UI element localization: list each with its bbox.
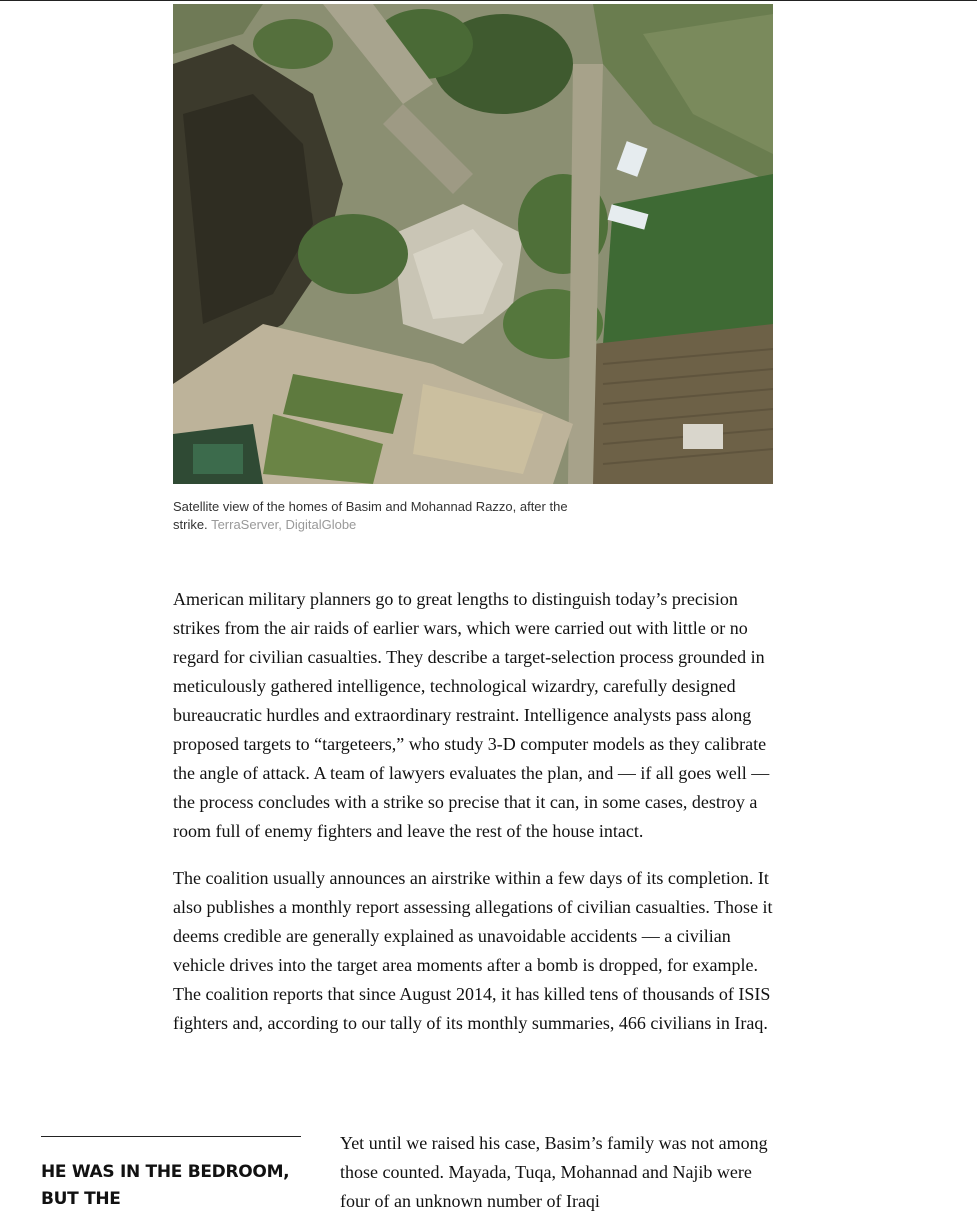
article-paragraph: American military planners go to great lengths to distinguish today’s precision strikes from the air raids of earlier wars, which were carried out with little or no regard for civilian casualties. They describe a target-selection process grounded in meticulously gathered intelligence, technological wizardry, carefully designed bureaucratic hurdles and extraordinary restraint. Intelligence analysts pass along proposed targets to “targeteers,” who study 3-D computer models as they calibrate the angle of attack. A team of lawyers evaluates the plan, and — if all goes well — the process concludes with a strike so precise that it can, in some cases, destroy a room full of enemy fighters and leave the rest of the house intact. <box>173 589 770 841</box>
caption-credit: TerraServer, DigitalGlobe <box>211 517 357 532</box>
figure-caption <box>173 498 593 534</box>
article-paragraph: The coalition usually announces an airstrike within a few days of its completion. It also publishes a monthly report assessing allegations of civilian casualties. Those it deems credible are generally explained as unavoidable accidents — a civilian vehicle drives into the target area moments after a bomb is dropped, for example. The coalition reports that since August 2014, it has killed tens of thousands of ISIS fighters and, according to our tally of its monthly summaries, 466 civilians in Iraq. <box>173 868 773 1033</box>
satellite-image-graphic <box>173 4 773 484</box>
article-paragraph: Yet until we raised his case, Basim’s family was not among those counted. Mayada, Tuqa, Mohannad and Najib were four of an unknown number of Iraqi <box>340 1133 768 1211</box>
article-body <box>173 585 773 1056</box>
article-continuation <box>340 1129 780 1216</box>
caption-text: Satellite view of the homes of Basim and Mohannad Razzo, after the strike. <box>173 499 568 532</box>
top-rule <box>0 0 977 1</box>
satellite-image <box>173 4 773 484</box>
pullquote-rule <box>41 1136 301 1137</box>
pullquote: HE WAS IN THE BEDROOM, BUT THE <box>41 1162 290 1209</box>
